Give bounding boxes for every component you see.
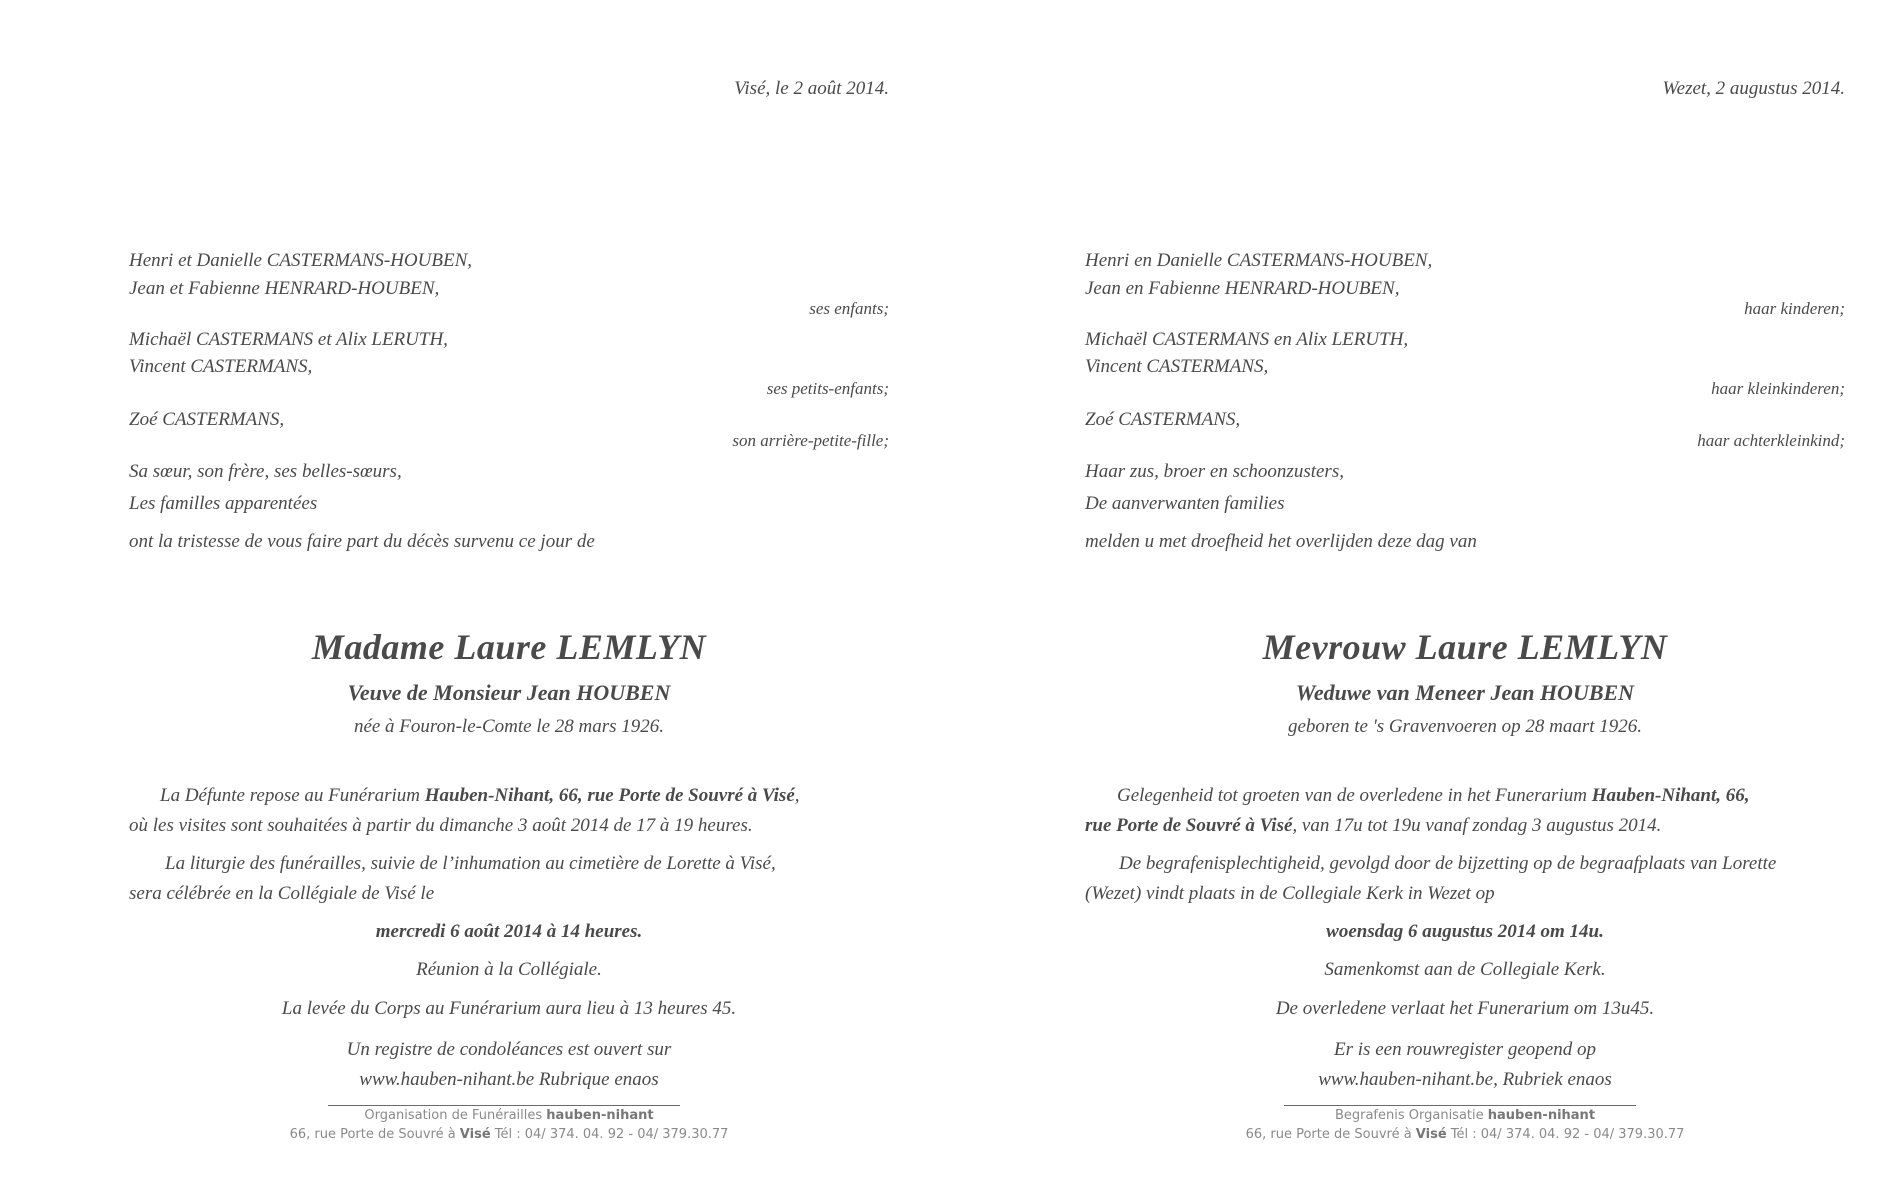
liturgy-line: La liturgie des funérailles, suivie de l’inhumation au cimetière de Lorette à Visé,	[165, 853, 776, 874]
ceremony-date: mercredi 6 août 2014 à 14 heures.	[375, 921, 643, 942]
siblings-line: Sa sœur, son frère, ses belles-sœurs,	[129, 461, 402, 482]
footer-address: 66, rue Porte de Souvré à Visé Tél : 04/ 374. 04. 92 - 04/ 379.30.77	[1245, 1127, 1685, 1142]
repose-line: La Défunte repose au Funérarium Hauben-Nihant, 66, rue Porte de Souvré à Visé,	[160, 785, 800, 806]
levee-line: La levée du Corps au Funérarium aura lieu à 13 heures 45.	[281, 998, 737, 1019]
family-line: Zoé CASTERMANS,	[1085, 409, 1241, 430]
register-line: Un registre de condoléances est ouvert sur	[346, 1039, 672, 1060]
family-line: Jean et Fabienne HENRARD-HOUBEN,	[129, 278, 440, 299]
levee-line: De overledene verlaat het Funerarium om 13u45.	[1275, 998, 1655, 1019]
siblings-line: Haar zus, broer en schoonzusters,	[1085, 461, 1344, 482]
register-link: www.hauben-nihant.be, Rubriek enaos	[1318, 1069, 1612, 1090]
footer-address: 66, rue Porte de Souvré à Visé Tél : 04/ 374. 04. 92 - 04/ 379.30.77	[289, 1127, 729, 1142]
family-line: Michaël CASTERMANS en Alix LERUTH,	[1085, 329, 1409, 350]
family-line: Zoé CASTERMANS,	[129, 409, 285, 430]
footer-organisation: Begrafenis Organisatie hauben-nihant	[1334, 1108, 1596, 1123]
footer-divider	[1284, 1105, 1636, 1106]
notice-date: Wezet, 2 augustus 2014.	[1662, 78, 1845, 99]
footer-organisation: Organisation de Funérailles hauben-nihant	[364, 1108, 654, 1123]
families-line: Les familles apparentées	[129, 493, 318, 514]
announcement-line: melden u met droefheid het overlijden deze dag van	[1085, 531, 1477, 552]
family-line: Vincent CASTERMANS,	[1085, 356, 1269, 377]
family-line: Michaël CASTERMANS et Alix LERUTH,	[129, 329, 448, 350]
birth-line: geboren te 's Gravenvoeren op 28 maart 1926.	[1287, 716, 1643, 737]
relation-label: ses petits-enfants;	[766, 379, 889, 398]
register-line: Er is een rouwregister geopend op	[1334, 1039, 1596, 1060]
family-line: Henri et Danielle CASTERMANS-HOUBEN,	[129, 250, 473, 271]
widow-line: Weduwe van Meneer Jean HOUBEN	[1295, 680, 1635, 705]
family-line: Vincent CASTERMANS,	[129, 356, 313, 377]
deceased-name: Madame Laure LEMLYN	[311, 627, 707, 667]
meeting-line: Samenkomst aan de Collegiale Kerk.	[1324, 959, 1606, 980]
liturgy-line: (Wezet) vindt plaats in de Collegiale Kerk in Wezet op	[1085, 883, 1495, 904]
ceremony-date: woensdag 6 augustus 2014 om 14u.	[1326, 921, 1604, 942]
widow-line: Veuve de Monsieur Jean HOUBEN	[347, 680, 671, 705]
meeting-line: Réunion à la Collégiale.	[416, 959, 602, 980]
visits-line: où les visites sont souhaitées à partir du dimanche 3 août 2014 de 17 à 19 heures.	[129, 815, 753, 836]
liturgy-line: sera célébrée en la Collégiale de Visé le	[129, 883, 435, 904]
visits-line: rue Porte de Souvré à Visé, van 17u tot 19u vanaf zondag 3 augustus 2014.	[1085, 815, 1662, 836]
dutch-notice	[1085, 0, 1845, 1177]
family-line: Jean en Fabienne HENRARD-HOUBEN,	[1085, 278, 1400, 299]
notice-date: Visé, le 2 août 2014.	[734, 78, 889, 99]
deceased-name: Mevrouw Laure LEMLYN	[1262, 627, 1668, 667]
repose-line: Gelegenheid tot groeten van de overledene in het Funerarium Hauben-Nihant, 66,	[1117, 785, 1750, 806]
relation-label: haar achterkleinkind;	[1697, 431, 1845, 450]
relation-label: son arrière-petite-fille;	[732, 431, 889, 450]
relation-label: haar kleinkinderen;	[1711, 379, 1845, 398]
families-line: De aanverwanten families	[1085, 493, 1285, 514]
register-link: www.hauben-nihant.be Rubrique enaos	[359, 1069, 659, 1090]
liturgy-line: De begrafenisplechtigheid, gevolgd door de bijzetting op de begraafplaats van Lorette	[1119, 853, 1777, 874]
relation-label: ses enfants;	[809, 299, 889, 318]
french-notice	[129, 0, 889, 1177]
family-line: Henri en Danielle CASTERMANS-HOUBEN,	[1085, 250, 1433, 271]
relation-label: haar kinderen;	[1744, 299, 1845, 318]
birth-line: née à Fouron-le-Comte le 28 mars 1926.	[353, 716, 665, 737]
announcement-line: ont la tristesse de vous faire part du décès survenu ce jour de	[129, 531, 595, 552]
footer-divider	[328, 1105, 680, 1106]
